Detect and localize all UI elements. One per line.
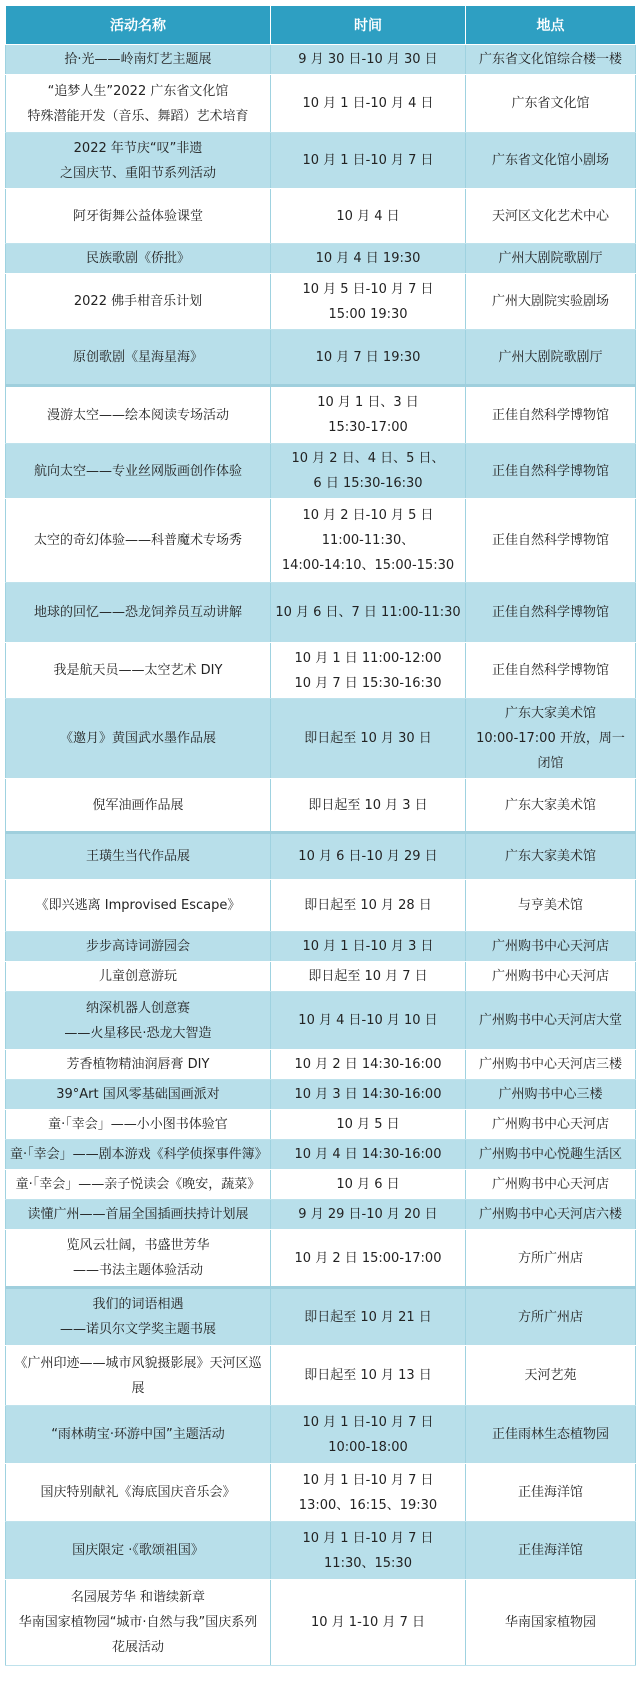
activity-name-cell: 地球的回忆——恐龙饲养员互动讲解 [6, 583, 271, 643]
table-row [6, 1110, 636, 1140]
time-cell: 10 月 2 日 15:00-17:00 [271, 1230, 466, 1288]
table-row [6, 1170, 636, 1200]
location-cell: 广州购书中心悦趣生活区 [466, 1140, 636, 1170]
activity-name-cell: 芳香植物精油润唇膏 DIY [6, 1050, 271, 1080]
header-activity-name: 活动名称 [6, 6, 271, 45]
table-row [6, 45, 636, 75]
activity-name-cell: 纳深机器人创意赛 ——火星移民·恐龙大智造 [6, 992, 271, 1050]
table-row [6, 386, 636, 444]
events-table-container [5, 5, 635, 1666]
location-cell: 广州大剧院歌剧厅 [466, 244, 636, 274]
activity-name-cell: “追梦人生”2022 广东省文化馆 特殊潜能开发（音乐、舞蹈）艺术培育 [6, 75, 271, 133]
time-cell: 10 月 1 日-10 月 3 日 [271, 932, 466, 962]
table-header-row [6, 6, 636, 45]
table-row [6, 1140, 636, 1170]
time-cell: 10 月 2 日 14:30-16:00 [271, 1050, 466, 1080]
time-cell: 10 月 6 日、7 日 11:00-11:30 [271, 583, 466, 643]
activity-name-cell: 阿牙街舞公益体验课堂 [6, 189, 271, 244]
location-cell: 正佳海洋馆 [466, 1522, 636, 1580]
location-cell: 天河艺苑 [466, 1346, 636, 1406]
time-cell: 10 月 2 日-10 月 5 日 11:00-11:30、 14:00-14:10、15:00-15:30 [271, 499, 466, 583]
location-cell: 正佳海洋馆 [466, 1464, 636, 1522]
activity-name-cell: 太空的奇幻体验——科普魔术专场秀 [6, 499, 271, 583]
table-row [6, 583, 636, 643]
time-cell: 即日起至 10 月 13 日 [271, 1346, 466, 1406]
table-row [6, 962, 636, 992]
table-row [6, 274, 636, 330]
table-row [6, 133, 636, 189]
activity-name-cell: 步步高诗词游园会 [6, 932, 271, 962]
activity-name-cell: 我们的词语相遇 ——诺贝尔文学奖主题书展 [6, 1288, 271, 1346]
location-cell: 华南国家植物园 [466, 1580, 636, 1666]
activity-name-cell: 国庆限定 ·《歌颂祖国》 [6, 1522, 271, 1580]
time-cell: 10 月 2 日、4 日、5 日、 6 日 15:30-16:30 [271, 444, 466, 499]
activity-name-cell: 民族歌剧《侨批》 [6, 244, 271, 274]
table-row [6, 1406, 636, 1464]
table-row [6, 499, 636, 583]
table-row [6, 1050, 636, 1080]
activity-name-cell: 2022 佛手柑音乐计划 [6, 274, 271, 330]
location-cell: 与亨美术馆 [466, 880, 636, 932]
time-cell: 10 月 4 日-10 月 10 日 [271, 992, 466, 1050]
table-row [6, 779, 636, 833]
activity-name-cell: 39°Art 国风零基础国画派对 [6, 1080, 271, 1110]
time-cell: 10 月 1 日-10 月 7 日 11:30、15:30 [271, 1522, 466, 1580]
activity-name-cell: 国庆特别献礼《海底国庆音乐会》 [6, 1464, 271, 1522]
time-cell: 10 月 5 日-10 月 7 日 15:00 19:30 [271, 274, 466, 330]
table-row [6, 643, 636, 699]
time-cell: 9 月 30 日-10 月 30 日 [271, 45, 466, 75]
location-cell: 广州购书中心天河店 [466, 962, 636, 992]
location-cell: 广州购书中心天河店大堂 [466, 992, 636, 1050]
table-row [6, 1288, 636, 1346]
time-cell: 10 月 4 日 [271, 189, 466, 244]
activity-name-cell: 倪军油画作品展 [6, 779, 271, 833]
table-row [6, 75, 636, 133]
location-cell: 广东省文化馆 [466, 75, 636, 133]
time-cell: 10 月 5 日 [271, 1110, 466, 1140]
time-cell: 10 月 3 日 14:30-16:00 [271, 1080, 466, 1110]
time-cell: 10 月 6 日 [271, 1170, 466, 1200]
time-cell: 9 月 29 日-10 月 20 日 [271, 1200, 466, 1230]
location-cell: 广州购书中心天河店 [466, 1170, 636, 1200]
activity-name-cell: 原创歌剧《星海星海》 [6, 330, 271, 386]
location-cell: 正佳自然科学博物馆 [466, 499, 636, 583]
table-row [6, 1080, 636, 1110]
time-cell: 即日起至 10 月 30 日 [271, 699, 466, 779]
location-cell: 广东省文化馆小剧场 [466, 133, 636, 189]
time-cell: 10 月 6 日-10 月 29 日 [271, 833, 466, 880]
table-row [6, 833, 636, 880]
time-cell: 10 月 4 日 14:30-16:00 [271, 1140, 466, 1170]
time-cell: 10 月 1 日-10 月 4 日 [271, 75, 466, 133]
activity-name-cell: 《广州印迹——城市风貌摄影展》天河区巡 展 [6, 1346, 271, 1406]
location-cell: 广州购书中心天河店三楼 [466, 1050, 636, 1080]
activity-name-cell: “雨林萌宝·环游中国”主题活动 [6, 1406, 271, 1464]
activity-name-cell: 2022 年节庆“叹”非遗 之国庆节、重阳节系列活动 [6, 133, 271, 189]
activity-name-cell: 读懂广州——首届全国插画扶持计划展 [6, 1200, 271, 1230]
location-cell: 广东省文化馆综合楼一楼 [466, 45, 636, 75]
table-row [6, 1580, 636, 1666]
activity-name-cell: 童·「幸会」——小小图书体验官 [6, 1110, 271, 1140]
time-cell: 10 月 1 日-10 月 7 日 13:00、16:15、19:30 [271, 1464, 466, 1522]
location-cell: 正佳自然科学博物馆 [466, 386, 636, 444]
activity-name-cell: 童·「幸会」——亲子悦读会《晚安，蔬菜》 [6, 1170, 271, 1200]
table-row [6, 992, 636, 1050]
time-cell: 即日起至 10 月 21 日 [271, 1288, 466, 1346]
time-cell: 10 月 1-10 月 7 日 [271, 1580, 466, 1666]
location-cell: 正佳自然科学博物馆 [466, 643, 636, 699]
location-cell: 广州购书中心天河店六楼 [466, 1200, 636, 1230]
location-cell: 广东大家美术馆 [466, 833, 636, 880]
activity-name-cell: 览风云壮阔，书盛世芳华 ——书法主题体验活动 [6, 1230, 271, 1288]
activity-name-cell: 我是航天员——太空艺术 DIY [6, 643, 271, 699]
location-cell: 广州大剧院实验剧场 [466, 274, 636, 330]
time-cell: 10 月 1 日-10 月 7 日 [271, 133, 466, 189]
table-body [6, 45, 636, 1666]
location-cell: 广州购书中心天河店 [466, 932, 636, 962]
time-cell: 10 月 4 日 19:30 [271, 244, 466, 274]
table-row [6, 1346, 636, 1406]
time-cell: 即日起至 10 月 28 日 [271, 880, 466, 932]
location-cell: 广东大家美术馆 10:00-17:00 开放，周一闭馆 [466, 699, 636, 779]
table-row [6, 330, 636, 386]
activity-name-cell: 航向太空——专业丝网版画创作体验 [6, 444, 271, 499]
table-row [6, 1230, 636, 1288]
location-cell: 广东大家美术馆 [466, 779, 636, 833]
time-cell: 10 月 1 日-10 月 7 日 10:00-18:00 [271, 1406, 466, 1464]
time-cell: 即日起至 10 月 3 日 [271, 779, 466, 833]
events-table [5, 5, 636, 1666]
table-row [6, 444, 636, 499]
time-cell: 即日起至 10 月 7 日 [271, 962, 466, 992]
activity-name-cell: 童·「幸会」——剧本游戏《科学侦探事件簿》 [6, 1140, 271, 1170]
activity-name-cell: 《邀月》黄国武水墨作品展 [6, 699, 271, 779]
activity-name-cell: 拾·光——岭南灯艺主题展 [6, 45, 271, 75]
location-cell: 广州购书中心天河店 [466, 1110, 636, 1140]
time-cell: 10 月 1 日 11:00-12:00 10 月 7 日 15:30-16:30 [271, 643, 466, 699]
table-row [6, 880, 636, 932]
table-row [6, 1464, 636, 1522]
location-cell: 正佳雨林生态植物园 [466, 1406, 636, 1464]
location-cell: 广州大剧院歌剧厅 [466, 330, 636, 386]
header-location: 地点 [466, 6, 636, 45]
activity-name-cell: 王璜生当代作品展 [6, 833, 271, 880]
table-row [6, 1200, 636, 1230]
activity-name-cell: 《即兴逃离 Improvised Escape》 [6, 880, 271, 932]
location-cell: 方所广州店 [466, 1288, 636, 1346]
location-cell: 天河区文化艺术中心 [466, 189, 636, 244]
activity-name-cell: 儿童创意游玩 [6, 962, 271, 992]
table-row [6, 244, 636, 274]
location-cell: 正佳自然科学博物馆 [466, 583, 636, 643]
table-row [6, 699, 636, 779]
table-row [6, 932, 636, 962]
activity-name-cell: 漫游太空——绘本阅读专场活动 [6, 386, 271, 444]
table-row [6, 1522, 636, 1580]
location-cell: 方所广州店 [466, 1230, 636, 1288]
location-cell: 正佳自然科学博物馆 [466, 444, 636, 499]
location-cell: 广州购书中心三楼 [466, 1080, 636, 1110]
header-time: 时间 [271, 6, 466, 45]
time-cell: 10 月 1 日、3 日 15:30-17:00 [271, 386, 466, 444]
activity-name-cell: 名园展芳华 和谐续新章 华南国家植物园“城市·自然与我”国庆系列 花展活动 [6, 1580, 271, 1666]
table-row [6, 189, 636, 244]
time-cell: 10 月 7 日 19:30 [271, 330, 466, 386]
